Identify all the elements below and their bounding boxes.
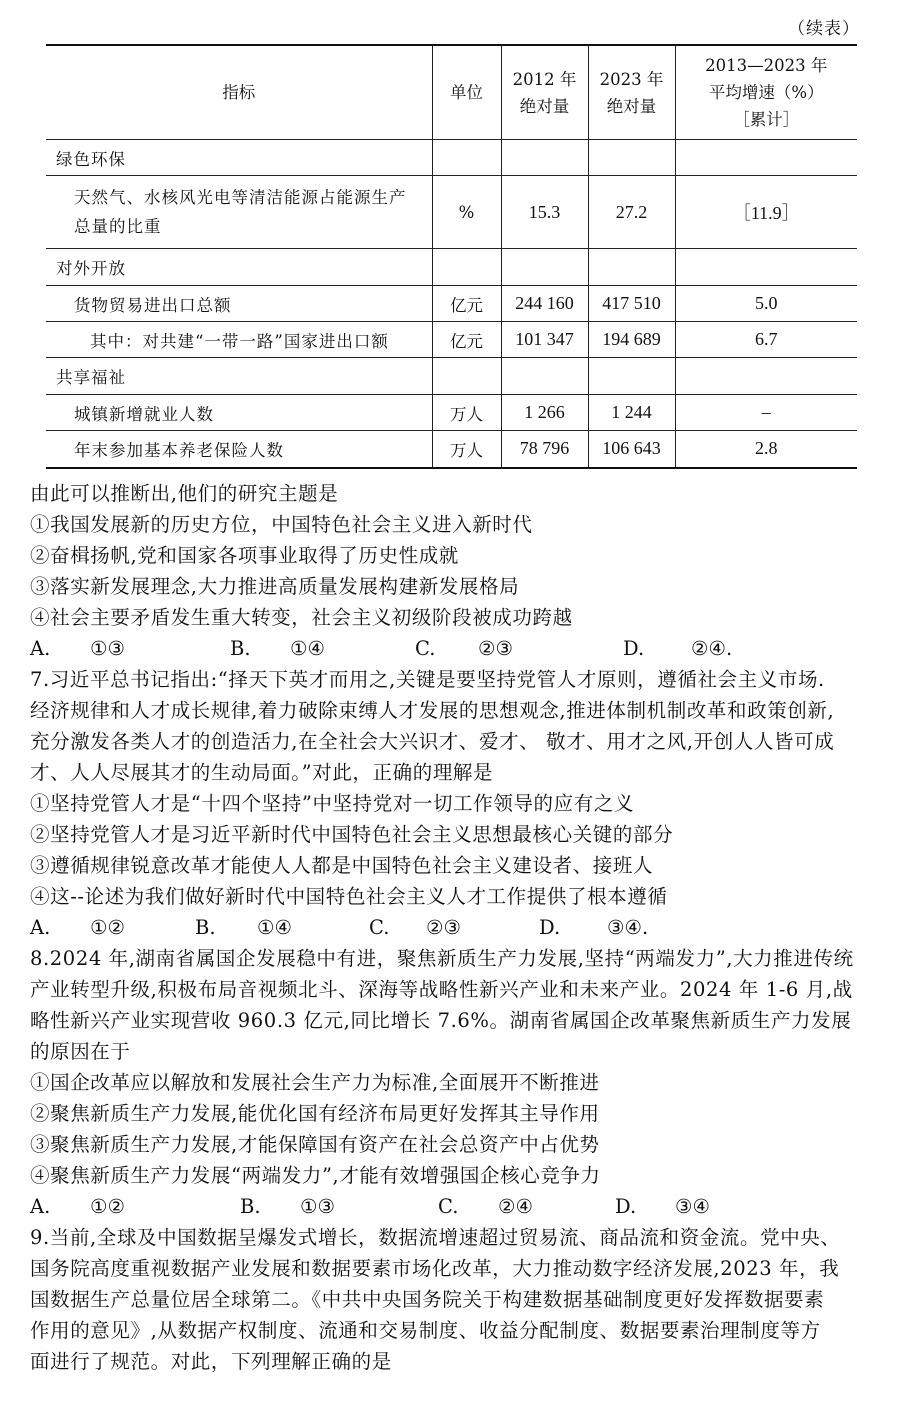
- value-2012-cell: 1 266: [501, 395, 588, 431]
- table-row: [46, 322, 857, 358]
- question-stem: 才、人人尽展其才的生动局面。”对此，正确的理解是: [30, 761, 494, 784]
- unit-cell: 万人: [432, 431, 501, 468]
- table-header-row: [46, 45, 857, 140]
- table-row-category: [46, 140, 857, 176]
- statement-1: ①我国发展新的历史方位，中国特色社会主义进入新时代: [30, 513, 533, 536]
- statement-4: ④聚焦新质生产力发展“两端发力”,才能有效增强国企核心竞争力: [30, 1164, 601, 1187]
- growth-cell: ［11.9］: [675, 176, 857, 249]
- question-stem: 8.2024 年,湖南省属国企发展稳中有进，聚焦新质生产力发展,坚持“两端发力”,大力推进传统: [30, 947, 854, 970]
- option-b-text: ①④: [290, 637, 325, 660]
- answer-options: [30, 1191, 880, 1222]
- value-2012-cell: 244 160: [501, 286, 588, 322]
- statement-1: ①坚持党管人才是“十四个坚持”中坚持党对一切工作领导的应有之义: [30, 792, 635, 815]
- statement-1: ①国企改革应以解放和发展社会生产力为标准,全面展开不断推进: [30, 1071, 600, 1094]
- option-a-letter: A.: [30, 916, 51, 939]
- statement-2: ②奋楫扬帆,党和国家各项事业取得了历史性成就: [30, 544, 459, 567]
- answer-options: [30, 912, 880, 943]
- value-2023-cell: 417 510: [588, 286, 675, 322]
- question-stem: 充分激发各类人才的创造活力,在全社会大兴识才、爱才、 敬才、用才之风,开创人人皆可成: [30, 730, 835, 753]
- unit-cell: %: [432, 176, 501, 249]
- growth-cell: 5.0: [675, 286, 857, 322]
- statistics-table: [46, 44, 857, 469]
- option-c-text: ②③: [426, 916, 461, 939]
- option-a-letter: A.: [30, 1195, 51, 1218]
- option-c-letter: C.: [415, 637, 436, 660]
- question-stem: 面进行了规范。对此，下列理解正确的是: [30, 1350, 392, 1373]
- indicator-cell: 年末参加基本养老保险人数: [46, 431, 432, 468]
- question-stem: 国务院高度重视数据产业发展和数据要素市场化改革，大力推动数字经济发展,2023 年，我: [30, 1257, 840, 1280]
- growth-cell: –: [675, 395, 857, 431]
- option-d-letter: D.: [615, 1195, 637, 1218]
- continued-label: （续表）: [788, 19, 860, 39]
- option-b-text: ①③: [300, 1195, 335, 1218]
- question-stem: 产业转型升级,积极布局音视频北斗、深海等战略性新兴产业和未来产业。2024 年 1-6 月,战: [30, 978, 853, 1001]
- value-2023-cell: 194 689: [588, 322, 675, 358]
- option-a-text: ①③: [90, 637, 125, 660]
- question-stem: 国数据生产总量位居全球第二。《中共中央国务院关于构建数据基础制度更好发挥数据要素: [30, 1288, 825, 1311]
- header-2012: 2012 年 绝对量: [501, 45, 588, 140]
- value-2023-cell: 1 244: [588, 395, 675, 431]
- question-stem: 作用的意见》,从数据产权制度、流通和交易制度、收益分配制度、数据要素治理制度等方: [30, 1319, 821, 1342]
- header-growth: 2013—2023 年 平均增速（%） ［累计］: [675, 45, 857, 140]
- category-label: 共享福祉: [46, 358, 432, 395]
- option-b-text: ①④: [257, 916, 292, 939]
- option-c-letter: C.: [369, 916, 390, 939]
- statement-4: ④社会主要矛盾发生重大转变，社会主义初级阶段被成功跨越: [30, 606, 573, 629]
- unit-cell: 亿元: [432, 286, 501, 322]
- question-stem: 略性新兴产业实现营收 960.3 亿元,同比增长 7.6%。湖南省属国企改革聚焦新质生产力发展: [30, 1009, 852, 1032]
- question-stem: 经济规律和人才成长规律,着力破除束缚人才发展的思想观念,推进体制机制改革和政策创新,: [30, 699, 835, 722]
- value-2023-cell: 106 643: [588, 431, 675, 468]
- table-row: [46, 395, 857, 431]
- option-d-text: ③④.: [607, 916, 649, 939]
- indicator-cell: 货物贸易进出口总额: [46, 286, 432, 322]
- header-unit: 单位: [432, 45, 501, 140]
- statement-3: ③聚焦新质生产力发展,才能保障国有资产在社会总资产中占优势: [30, 1133, 600, 1156]
- option-b-letter: B.: [230, 637, 251, 660]
- statement-2: ②坚持党管人才是习近平新时代中国特色社会主义思想最核心关键的部分: [30, 823, 674, 846]
- value-2023-cell: 27.2: [588, 176, 675, 249]
- statement-2: ②聚焦新质生产力发展,能优化国有经济布局更好发挥其主导作用: [30, 1102, 600, 1125]
- statement-4: ④这--论述为我们做好新时代中国特色社会主义人才工作提供了根本遵循: [30, 885, 668, 908]
- option-a-text: ①②: [90, 916, 125, 939]
- indicator-cell: 城镇新增就业人数: [46, 395, 432, 431]
- indicator-cell: 天然气、水核风光电等清洁能源占能源生产 总量的比重: [46, 176, 432, 249]
- option-d-letter: D.: [539, 916, 561, 939]
- option-d-text: ②④.: [691, 637, 733, 660]
- growth-cell: 6.7: [675, 322, 857, 358]
- unit-cell: 亿元: [432, 322, 501, 358]
- option-d-letter: D.: [623, 637, 645, 660]
- statement-3: ③遵循规律锐意改革才能使人人都是中国特色社会主义建设者、接班人: [30, 854, 654, 877]
- option-b-letter: B.: [195, 916, 216, 939]
- answer-options: [30, 633, 880, 664]
- option-d-text: ③④: [675, 1195, 710, 1218]
- unit-cell: 万人: [432, 395, 501, 431]
- indicator-cell: 其中：对共建“一带一路”国家进出口额: [46, 322, 432, 358]
- category-label: 绿色环保: [46, 140, 432, 176]
- option-c-letter: C.: [438, 1195, 459, 1218]
- option-a-text: ①②: [90, 1195, 125, 1218]
- table-row-category: [46, 358, 857, 395]
- value-2012-cell: 78 796: [501, 431, 588, 468]
- option-b-letter: B.: [240, 1195, 261, 1218]
- option-a-letter: A.: [30, 637, 51, 660]
- statement-3: ③落实新发展理念,大力推进高质量发展构建新发展格局: [30, 575, 520, 598]
- header-2023: 2023 年 绝对量: [588, 45, 675, 140]
- table-row: [46, 431, 857, 468]
- value-2012-cell: 15.3: [501, 176, 588, 249]
- value-2012-cell: 101 347: [501, 322, 588, 358]
- option-c-text: ②③: [478, 637, 513, 660]
- category-label: 对外开放: [46, 249, 432, 286]
- questions: [30, 478, 880, 1377]
- header-indicator: 指标: [46, 45, 432, 140]
- question-stem: 7.习近平总书记指出:“择天下英才而用之,关键是要坚持党管人才原则，遵循社会主义市场.: [30, 668, 825, 691]
- growth-cell: 2.8: [675, 431, 857, 468]
- question-stem: 的原因在于: [30, 1040, 131, 1063]
- table-row: [46, 176, 857, 249]
- question-stem: 9.当前,全球及中国数据呈爆发式增长，数据流增速超过贸易流、商品流和资金流。党中央、: [30, 1226, 841, 1249]
- question-stem: 由此可以推断出,他们的研究主题是: [30, 482, 339, 505]
- table-row: [46, 286, 857, 322]
- option-c-text: ②④: [498, 1195, 533, 1218]
- table-row-category: [46, 249, 857, 286]
